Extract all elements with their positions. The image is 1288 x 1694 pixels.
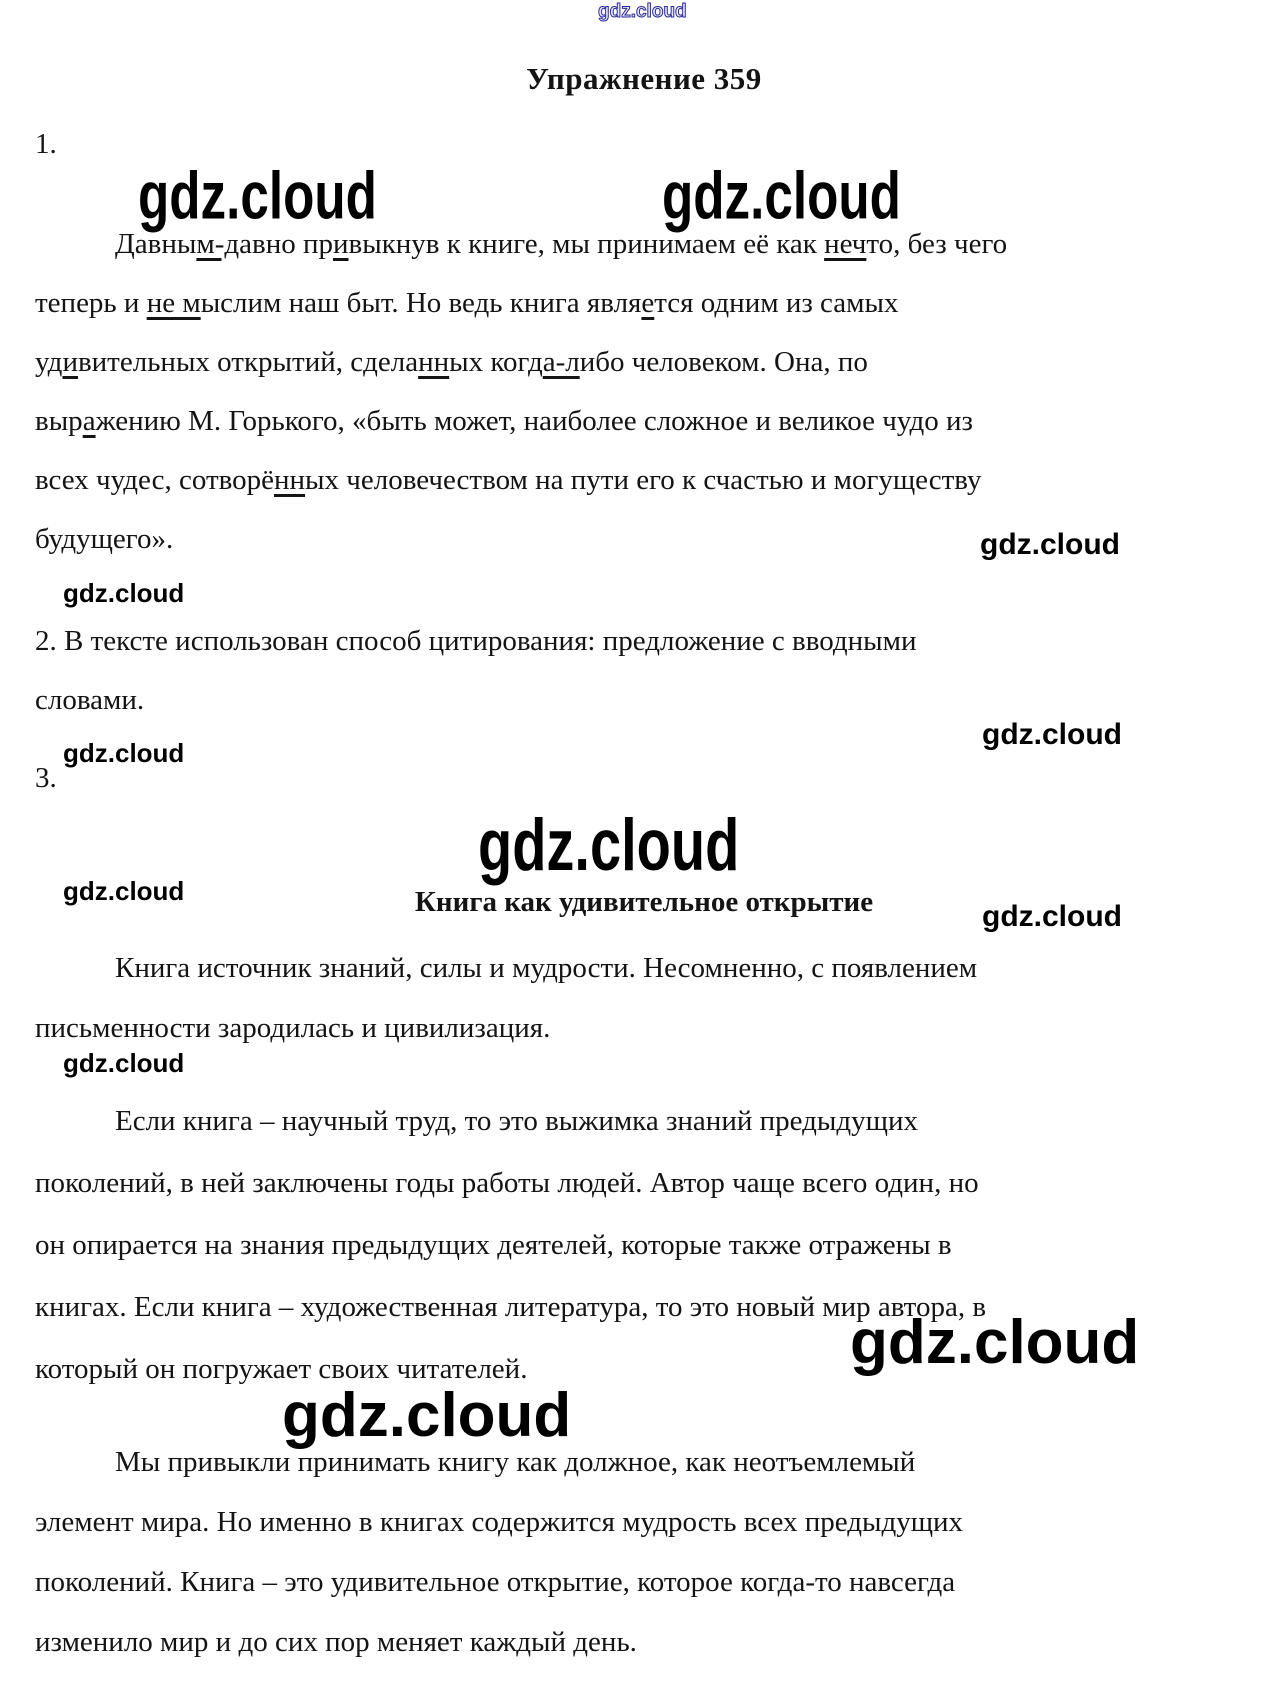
text-segment: ых когд [449,346,543,378]
underlined-orthogram: а [82,405,96,437]
watermark-gdz-cloud: gdz.cloud [138,157,377,234]
section-number-1: 1. [35,128,57,160]
underlined-orthogram: и [332,228,349,260]
text-segment: поколений, в ней заключены годы работы людей. Автор чаще всего один, но [35,1167,979,1199]
text-segment: авно пр [239,228,333,260]
text-segment: Книга источник знаний, силы и мудрости. Несомненно, с появлением [115,952,978,984]
essay-paragraph-3 [35,1432,1265,1672]
paragraph-quote-text [35,215,1265,569]
underlined-orthogram: неч [824,228,867,260]
text-segment: будущего». [35,523,174,555]
text-segment: выкнув к книге, мы принимаем её как [348,228,825,260]
text-segment: уд [35,346,63,378]
text-segment: жению М. Горького, «быть может, наиболее сложное и великое чудо из [95,405,973,437]
text-line [35,451,1265,510]
text-segment: письменности зародилась и цивилизация. [35,1012,551,1044]
watermark-gdz-cloud: gdz.cloud [982,718,1122,751]
text-segment: Если книга – научный труд, то это выжимка знаний предыдущих [115,1105,918,1137]
text-line [35,1214,1265,1276]
exercise-title: Упражнение 359 [526,60,762,96]
underlined-orthogram: а-л [542,346,580,378]
text-line [35,671,1265,730]
text-segment: изменило мир и до сих пор меняет каждый день. [35,1626,637,1658]
essay-paragraph-2 [35,1090,1265,1400]
essay-paragraph-1 [35,938,1265,1058]
watermark-gdz-cloud: gdz.cloud [980,528,1120,561]
text-line [35,274,1265,333]
text-segment: словами. [35,684,145,716]
text-line [35,612,1265,671]
text-line [35,1338,1265,1400]
text-line [35,1612,1265,1672]
paragraph-citation-method [35,612,1265,730]
text-segment: ых человечеством на пути его к счастью и могуществу [305,464,982,496]
text-segment: элемент мира. Но именно в книгах содержится мудрость всех предыдущих [35,1506,964,1538]
underlined-orthogram: м-д [196,228,240,260]
underlined-orthogram: е [641,287,655,319]
text-segment: Давны [115,228,197,260]
watermark-gdz-cloud: gdz.cloud [850,1308,1140,1377]
text-segment: тся одним из самых [654,287,899,319]
watermark-gdz-cloud: gdz.cloud [63,578,185,608]
text-line [35,510,1265,569]
section-number-3: 3. [35,762,57,794]
text-segment: поколений. Книга – это удивительное открытие, которое когда-то навсегда [35,1566,956,1598]
underlined-orthogram: нн [418,346,450,378]
text-segment: то, без чего [866,228,1008,260]
text-line [35,938,1265,998]
watermark-gdz-cloud: gdz.cloud [598,1,687,22]
text-segment: книгах. Если книга – художественная литература, то это новый мир автора, в [35,1291,987,1323]
text-line [35,998,1265,1058]
text-segment: выр [35,405,83,437]
watermark-gdz-cloud: gdz.cloud [478,803,740,886]
text-segment: 2. В тексте использован способ цитирования: предложение с вводными [35,625,917,657]
text-line [35,215,1265,274]
text-segment: Мы привыкли принимать книгу как должное, как неотъемлемый [115,1446,916,1478]
text-line [35,1152,1265,1214]
text-line [35,1492,1265,1552]
text-line [35,392,1265,451]
text-segment: который он погружает своих читателей. [35,1353,528,1385]
text-segment: всех чудес, сотворё [35,464,274,496]
watermark-gdz-cloud: gdz.cloud [63,738,185,768]
underlined-orthogram: нн [274,464,306,496]
text-segment: вительных открытий, сдела [77,346,419,378]
text-segment: ыслим наш быт. Но ведь книга явля [200,287,642,319]
essay-heading: Книга как удивительное открытие [414,886,874,919]
text-line [35,333,1265,392]
watermark-gdz-cloud: gdz.cloud [63,1048,185,1078]
text-line [35,1276,1265,1338]
text-segment: он опирается на знания предыдущих деятелей, которые также отражены в [35,1229,952,1261]
watermark-gdz-cloud: gdz.cloud [63,876,185,906]
text-line [35,1552,1265,1612]
text-line [35,1090,1265,1152]
underlined-orthogram: и [62,346,78,378]
text-segment: теперь и [35,287,147,319]
text-segment: ибо человеком. Она, по [579,346,868,378]
watermark-gdz-cloud: gdz.cloud [662,157,901,234]
watermark-gdz-cloud: gdz.cloud [282,1381,572,1450]
underlined-orthogram: не м [146,287,201,319]
watermark-gdz-cloud: gdz.cloud [982,900,1122,933]
text-line [35,1432,1265,1492]
